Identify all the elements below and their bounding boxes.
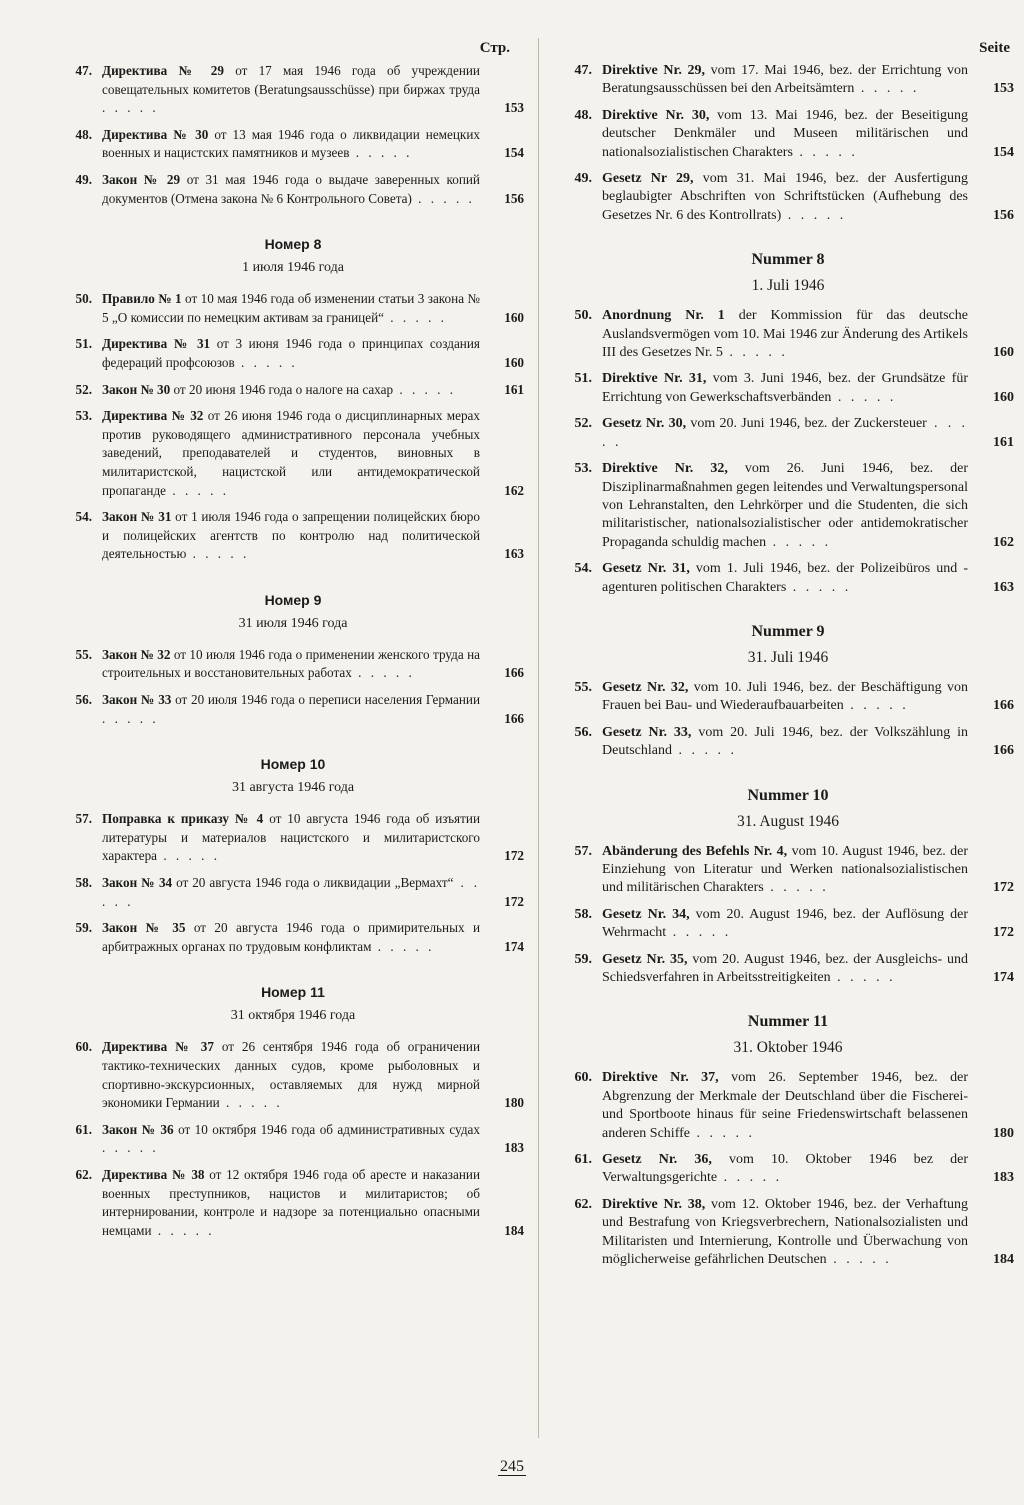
page-number: 245 [500, 1458, 524, 1475]
entry-heading: Директива № 29 [102, 63, 224, 78]
entry-number: 53. [75, 408, 92, 424]
toc-entry [562, 415, 1014, 452]
leader-dots: . . . . . [102, 875, 481, 909]
leader-dots: . . . . . [826, 1252, 892, 1268]
entry-description: от 13 мая 1946 года о ликвидации немецких военных и нацистских памятников и музеев [102, 126, 480, 161]
entry-page-number: 180 [504, 1095, 524, 1111]
leader-dots: . . . . . [349, 145, 413, 161]
entry-page-number: 166 [993, 743, 1014, 759]
entry-text [602, 107, 968, 162]
entry-heading: Закон № 35 [102, 920, 186, 936]
entry-heading: Gesetz Nr. 33, [602, 724, 692, 740]
entry-page-number: 166 [504, 710, 524, 726]
leader-dots: . . . . . [781, 207, 847, 223]
section-title: Номер 11 [261, 984, 325, 1001]
leader-dots: . . . . . [854, 81, 920, 97]
leader-dots: . . . . . [831, 389, 897, 405]
entry-description: vom 13. Mai 1946, bez. der Beseitigung deutscher Denkmäler und Museen militärischen und nationalsozialistischen Charakters [602, 107, 968, 160]
entry-page-number: 172 [504, 848, 524, 864]
entry-number: 57. [574, 843, 592, 859]
entry-description: от 10 мая 1946 года об изменении статьи 3 закона № 5 „О комиссии по немецким активам за границей“ [102, 291, 481, 325]
entry-description: от 10 октября 1946 года об административных судах [178, 1121, 480, 1137]
column-divider [538, 38, 539, 1438]
toc-entry [62, 646, 524, 683]
leader-dots: . . . . . [102, 100, 159, 116]
section-date: 1 июля 1946 года [242, 260, 344, 276]
entry-page-number: 163 [504, 546, 524, 562]
entry-description: vom 10. August 1946, bez. der Einziehung von Literatur und Werken nationalsozialistischen und militärischen Charakters [602, 843, 969, 896]
entry-heading: Direktive Nr. 37, [602, 1070, 719, 1086]
entry-description: от 1 июля 1946 года о запрещении полицейских бюро и полицейских агентств по контролю над политической деятельностью [102, 509, 480, 562]
section-date: 31 июля 1946 года [238, 615, 348, 631]
section-title: Nummer 11 [747, 1013, 829, 1031]
toc-entry [562, 560, 1014, 597]
entry-number: 62. [574, 1196, 592, 1212]
toc-entry [562, 1151, 1014, 1188]
toc-entry [62, 1038, 524, 1112]
toc-entry [562, 951, 1014, 988]
leader-dots: . . . . . [186, 546, 250, 562]
entry-number: 59. [574, 951, 592, 967]
entry-text [102, 381, 480, 400]
entry-text [102, 335, 480, 372]
toc-entry [62, 691, 524, 728]
leader-dots: . . . . . [219, 1095, 283, 1111]
entry-heading: Gesetz Nr. 32, [602, 679, 689, 695]
entry-description: от 3 июня 1946 года о принципах создания федераций профсоюзов [102, 336, 480, 370]
entry-page-number: 162 [993, 534, 1014, 550]
entry-text [102, 290, 480, 327]
de-sections [562, 62, 1014, 1269]
leader-dots: . . . . . [666, 925, 732, 941]
page-column-label: Seite [979, 40, 1010, 56]
toc-entry [62, 874, 524, 911]
section-date: 1. Juli 1946 [751, 277, 825, 295]
entry-number: 60. [75, 1039, 92, 1055]
toc-entry [562, 170, 1014, 225]
entry-page-number: 156 [504, 190, 524, 206]
entry-text [102, 1038, 480, 1112]
entry-page-number: 163 [993, 579, 1014, 595]
entry-text [602, 62, 968, 99]
entry-number: 52. [574, 416, 592, 432]
entry-text [602, 724, 968, 761]
leader-dots: . . . . . [151, 1222, 215, 1238]
entry-text [102, 407, 480, 500]
entry-description: от 20 августа 1946 года о примирительных и арбитражных органах по трудовым конфликтам [102, 920, 480, 954]
entry-text [102, 919, 480, 956]
leader-dots: . . . . . [234, 354, 298, 370]
entry-heading: Gesetz Nr. 34, [602, 906, 690, 922]
entry-heading: Gesetz Nr. 36, [602, 1152, 712, 1168]
entry-number: 47. [574, 63, 592, 78]
entry-text [602, 1069, 968, 1143]
toc-entry [562, 724, 1014, 761]
entry-description: vom 20. August 1946, bez. der Ausgleichs- und Schiedsverfahren in Arbeitsstreitigkeiten [602, 951, 968, 985]
entry-page-number: 166 [993, 698, 1014, 714]
toc-entry [562, 679, 1014, 716]
toc-entry [62, 171, 524, 208]
entry-text [102, 646, 480, 683]
toc-entry [562, 843, 1014, 898]
toc-entry [62, 290, 524, 327]
entry-page-number: 184 [504, 1222, 524, 1238]
leader-dots: . . . . . [351, 665, 415, 681]
section-date: 31 октября 1946 года [230, 1008, 356, 1024]
toc-entry [562, 307, 1014, 362]
entry-heading: Direktive Nr. 29, [602, 63, 705, 78]
entry-description: vom 10. Oktober 1946 bez der Verwaltungsgerichte [602, 1152, 968, 1186]
entry-number: 49. [75, 171, 92, 187]
toc-entry [562, 370, 1014, 407]
entry-number: 51. [75, 336, 92, 352]
entry-description: vom 1. Juli 1946, bez. der Polizeibüros und -agenturen politischen Charakters [602, 561, 969, 595]
entry-heading: Директива № 38 [102, 1166, 205, 1182]
section-date: 31. Oktober 1946 [733, 1039, 843, 1057]
entry-number: 56. [75, 692, 92, 708]
entry-text [602, 460, 968, 552]
toc-entry [62, 126, 524, 163]
entry-description: от 20 июня 1946 года о налоге на сахар [173, 381, 394, 397]
section-date: 31. August 1946 [736, 812, 840, 830]
entry-heading: Gesetz Nr 29, [602, 171, 694, 187]
entry-description: от 10 июля 1946 года о применении женского труда на строительных и восстановительных работах [102, 646, 480, 681]
toc-entry [562, 1069, 1014, 1143]
entry-number: 56. [574, 724, 592, 740]
leader-dots: . . . . . [830, 970, 896, 985]
entry-heading: Правило № 1 [102, 291, 182, 307]
entry-heading: Direktive Nr. 38, [602, 1196, 706, 1212]
entry-description: vom 12. Oktober 1946, bez. der Verhaftung und Bestrafung von Kriegsverbrechern, Nationalsozialisten und Militaristen und Internierung, Kontrolle und Überwachung von möglicherweise gefährlichen Deutschen [602, 1196, 969, 1268]
entry-description: vom 26. September 1946, bez. der Abgrenzung der Merkmale der Deutschland über die Fischerei- und Sportboote hinaus für seine Friedenswirtschaft belassenen anderen Schiffe [602, 1070, 969, 1141]
entry-number: 62. [75, 1166, 92, 1182]
entry-number: 58. [75, 875, 92, 891]
entry-text [602, 843, 968, 898]
entry-page-number: 162 [504, 482, 524, 498]
entry-number: 53. [574, 461, 592, 477]
entry-heading: Закон № 29 [102, 171, 181, 187]
section-title: Nummer 10 [747, 786, 829, 804]
entry-heading: Директива № 31 [102, 336, 211, 352]
leader-dots: . . . . . [763, 880, 829, 896]
entry-heading: Директива № 30 [102, 126, 209, 142]
entry-description: от 20 июля 1946 года о переписи населения Германии [175, 692, 480, 708]
leader-dots: . . . . . [393, 381, 457, 397]
section-title: Номер 8 [264, 236, 322, 253]
entry-text [602, 1196, 968, 1270]
entry-page-number: 160 [504, 354, 524, 370]
entry-page-number: 154 [993, 144, 1014, 160]
leader-dots: . . . . . [722, 345, 788, 361]
entry-page-number: 174 [504, 938, 524, 954]
entry-page-number: 174 [993, 970, 1014, 985]
leader-dots: . . . . . [102, 1140, 159, 1156]
entry-description: vom 20. Juni 1946, bez. der Zuckersteuer [690, 416, 927, 432]
toc-entry [562, 1196, 1014, 1270]
leader-dots: . . . . . [843, 698, 909, 714]
entry-number: 49. [574, 171, 592, 187]
entry-heading: Gesetz Nr. 35, [602, 951, 688, 967]
entry-number: 61. [574, 1152, 592, 1168]
entry-page-number: 156 [993, 207, 1014, 223]
entry-text [102, 126, 480, 163]
entry-number: 58. [574, 906, 592, 922]
entry-heading: Direktive Nr. 32, [602, 461, 728, 477]
entry-number: 61. [75, 1121, 92, 1137]
leader-dots: . . . . . [671, 743, 737, 759]
entry-description: от 17 мая 1946 года об учреждении совещательных комитетов (Beratungsausschüsse) при биржах труда [102, 63, 480, 97]
entry-number: 59. [75, 920, 92, 936]
entry-heading: Закон № 33 [102, 692, 172, 708]
entry-heading: Поправка к приказу № 4 [102, 811, 264, 827]
entry-description: от 26 июня 1946 года о дисциплинарных мерах против руководящего административного персонала учебных заведений, преподавателей и студентов, виновных в милитаристской, нацистской или антидемократической пропаганде [102, 408, 481, 498]
section-date: 31. Juli 1946 [747, 648, 829, 666]
entry-text [102, 691, 480, 728]
entry-description: vom 17. Mai 1946, bez. der Errichtung von Beratungsausschüssen bei den Arbeitsämtern [602, 63, 969, 97]
toc-entry [62, 919, 524, 956]
entry-text [102, 874, 480, 911]
entry-text [602, 560, 968, 597]
toc-entry [62, 335, 524, 372]
entry-number: 47. [75, 63, 92, 78]
toc-entry [562, 460, 1014, 552]
entry-text [102, 171, 480, 208]
entry-page-number: 180 [993, 1125, 1014, 1141]
leader-dots: . . . . . [384, 309, 447, 325]
ru-sections [62, 62, 524, 1240]
leader-dots: . . . . . [102, 710, 159, 726]
entry-number: 57. [75, 811, 92, 827]
toc-entry [62, 1166, 524, 1240]
entry-text [602, 370, 968, 407]
entry-text [102, 810, 480, 866]
leader-dots: . . . . . [689, 1125, 755, 1141]
entry-number: 55. [574, 679, 592, 695]
leader-dots: . . . . . [411, 190, 475, 206]
entry-page-number: 161 [993, 434, 1014, 450]
entry-number: 50. [574, 308, 592, 324]
entry-heading: Закон № 32 [102, 646, 171, 662]
entry-description: vom 31. Mai 1946, bez. der Ausfertigung beglaubigter Abschriften von Schriftstücken (Aufhebung des Gesetzes Nr. 6 des Kontrollrats) [602, 171, 968, 223]
entry-heading: Директива № 32 [102, 408, 204, 424]
entry-number: 48. [574, 107, 592, 123]
section-title: Номер 9 [264, 591, 322, 608]
entry-description: vom 26. Juni 1946, bez. der Disziplinarmaßnahmen gegen leitendes und Verwaltungspersonal von Lehranstalten, den Lehrkörper und die Studenten, die sich militaristischer, nationalsozialistischer oder antidemokratischer Propaganda schuldig machen [602, 461, 969, 550]
entry-heading: Abänderung des Befehls Nr. 4, [602, 843, 788, 859]
entry-description: от 31 мая 1946 года о выдаче заверенных копий документов (Отмена закона № 6 Контрольного Совета) [102, 171, 480, 206]
entry-page-number: 161 [504, 381, 524, 397]
entry-heading: Anordnung Nr. 1 [602, 308, 725, 324]
entry-text [602, 415, 968, 452]
entry-page-number: 154 [504, 145, 524, 161]
entry-text [602, 906, 968, 943]
section-title: Номер 10 [260, 756, 326, 773]
entry-heading: Закон № 30 [102, 381, 171, 397]
entry-description: от 20 августа 1946 года о ликвидации „Вермахт“ [176, 875, 454, 891]
entry-page-number: 183 [993, 1170, 1014, 1186]
german-column [562, 40, 1014, 1269]
entry-description: vom 20. Juli 1946, bez. der Volkszählung in Deutschland [602, 724, 968, 759]
entry-text [602, 951, 968, 988]
leader-dots: . . . . . [166, 482, 230, 498]
entry-heading: Direktive Nr. 30, [602, 107, 710, 123]
entry-number: 48. [75, 126, 92, 142]
entry-text [102, 1166, 480, 1240]
entry-number: 54. [75, 509, 92, 525]
entry-page-number: 160 [504, 309, 524, 325]
entry-number: 50. [75, 291, 92, 307]
entry-description: vom 10. Juli 1946, bez. der Beschäftigung von Frauen bei Bau- und Wiederaufbauarbeiten [602, 679, 969, 714]
toc-entry [62, 407, 524, 500]
section-date: 31 августа 1946 года [231, 780, 355, 796]
toc-entry [562, 62, 1014, 99]
toc-entry [562, 107, 1014, 162]
entry-page-number: 160 [993, 389, 1014, 405]
toc-entry [62, 62, 524, 118]
toc-entry [62, 1121, 524, 1158]
entry-text [602, 307, 968, 362]
entry-page-number: 172 [993, 925, 1014, 941]
page-column-label: Стр. [479, 40, 510, 56]
entry-page-number: 183 [504, 1140, 524, 1156]
entry-heading: Direktive Nr. 31, [602, 371, 707, 387]
entry-description: vom 3. Juni 1946, bez. der Grundsätze für Errichtung von Gewerkschaftsverbänden [602, 371, 968, 405]
section-title: Nummer 8 [751, 251, 825, 269]
leader-dots: . . . . . [786, 579, 852, 595]
entry-description: от 26 сентября 1946 года об ограничении тактико-технических данных судов, кроме рыболовных и спортивно-экскурсионных, оставляемых для нужд мирной экономики Германии [102, 1039, 480, 1111]
entry-text [602, 679, 968, 716]
entry-description: от 10 августа 1946 года об изъятии литературы и материалов нацистского и милитаристского характера [102, 811, 481, 864]
entry-heading: Закон № 34 [102, 875, 173, 891]
entry-text [602, 170, 968, 225]
leader-dots: . . . . . [602, 416, 969, 450]
section-title: Nummer 9 [751, 622, 825, 640]
toc-entry [62, 810, 524, 866]
russian-column [62, 40, 524, 1240]
entry-text [602, 1151, 968, 1188]
entry-number: 54. [574, 561, 592, 577]
leader-dots: . . . . . [792, 144, 858, 160]
entry-heading: Директива № 37 [102, 1039, 214, 1055]
entry-heading: Закон № 31 [102, 509, 172, 525]
entry-description: vom 20. August 1946, bez. der Auflösung der Wehrmacht [602, 906, 968, 941]
entry-text [102, 62, 480, 118]
entry-description: der Kommission für das deutsche Auslandsvermögen vom 10. Mai 1946 zur Änderung des Artikels III des Gesetzes Nr. 5 [602, 308, 968, 361]
entry-heading: Закон № 36 [102, 1121, 174, 1137]
entry-description: от 12 октября 1946 года об аресте и наказании военных преступников, нацистов и милитаристов; об интернировании, контроле и надзоре за потенциально опасными немцами [102, 1166, 480, 1238]
entry-page-number: 184 [993, 1252, 1014, 1268]
leader-dots: . . . . . [157, 848, 220, 864]
entry-page-number: 172 [504, 893, 524, 909]
leader-dots: . . . . . [766, 534, 832, 550]
entry-page-number: 153 [993, 81, 1014, 97]
entry-number: 52. [75, 381, 92, 397]
entry-heading: Gesetz Nr. 30, [602, 416, 687, 432]
leader-dots: . . . . . [371, 938, 435, 954]
toc-entry [62, 381, 524, 400]
entry-page-number: 172 [993, 880, 1014, 896]
entry-heading: Gesetz Nr. 31, [602, 561, 690, 577]
leader-dots: . . . . . [717, 1170, 783, 1186]
entry-page-number: 153 [504, 100, 524, 116]
entry-page-number: 160 [993, 345, 1014, 361]
entry-number: 60. [574, 1070, 592, 1086]
entry-page-number: 166 [504, 665, 524, 681]
toc-entry [562, 906, 1014, 943]
toc-entry [62, 508, 524, 564]
entry-number: 51. [574, 371, 592, 387]
entry-number: 55. [75, 646, 92, 662]
entry-text [102, 1121, 480, 1158]
entry-text [102, 508, 480, 564]
